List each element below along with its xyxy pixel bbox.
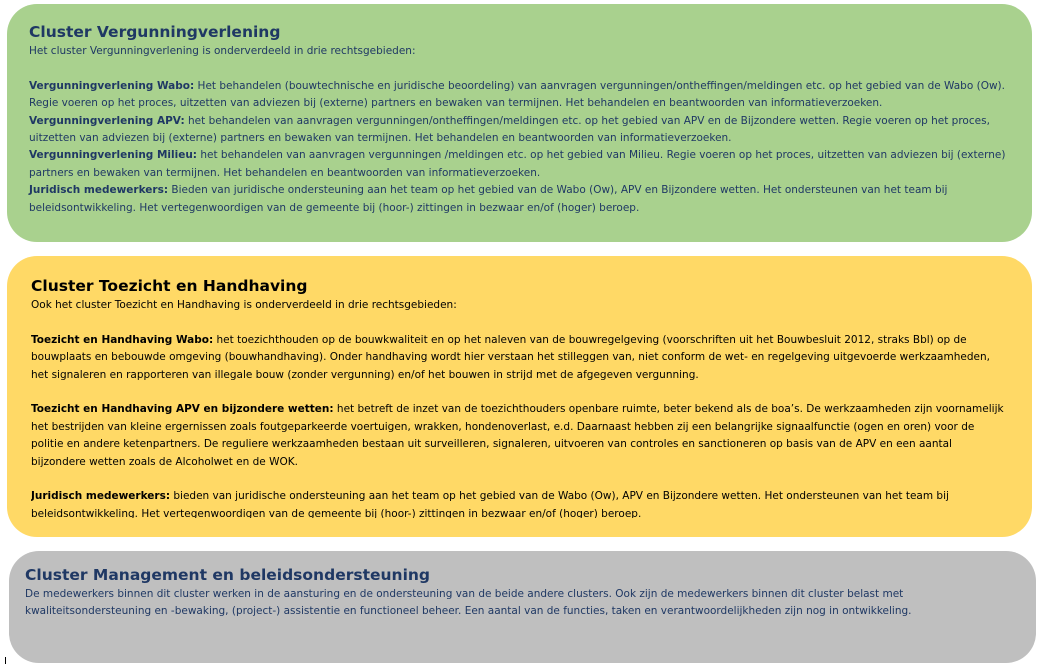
corner-mark [5, 657, 6, 664]
cluster-vergunningverlening-intro: Het cluster Vergunningverlening is onderverdeeld in drie rechtsgebieden: [29, 45, 416, 57]
item-term: Toezicht en Handhaving Wabo: [31, 333, 214, 346]
item-toezicht-wabo [31, 332, 1008, 384]
item-text: Bieden van juridische ondersteuning aan het team op het gebied van de Wabo (Ow), APV en Bijzondere wetten. Het ondersteunen van het team bij beleidsontwikkeling. Het vertegenwoordigen van de gemeente bij (hoor-) zittingen in bezwaar en/of (hoger) beroep. [29, 184, 948, 214]
cluster-management-panel [9, 551, 1036, 663]
spacer [31, 471, 1008, 488]
spacer [31, 314, 1008, 331]
item-text: het betreft de inzet van de toezichthouders openbare ruimte, beter bekend als de boa’s. De werkzaamheden zijn voornamelijk het bestrijden van kleine ergernissen zoals foutgeparkeerde voertuigen, wrakken, hondenoverlast, e.d. Daarnaast hebben zij een belangrijke signaalfunctie (ogen en oren) voor de politie en andere ketenpartners. De reguliere werkzaamheden bestaan uit surveilleren, signaleren, uitvoeren van controles en sanctioneren op basis van de APV en een aantal bijzondere wetten zoals de Alcoholwet en de WOK. [31, 403, 1004, 468]
cluster-management-text: De medewerkers binnen dit cluster werken in de aansturing en de ondersteuning van de beide andere clusters. Ook zijn de medewerkers binnen dit cluster belast met kwaliteitsondersteuning en -bewaking, (project-) assistentie en functioneel beheer. Een aantal van de functies, taken en verantwoordelijkheden zijn nog in ontwikkeling. [25, 588, 912, 618]
spacer [29, 60, 1010, 77]
item-term: Vergunningverlening Milieu: [29, 149, 198, 162]
item-term: Juridisch medewerkers: [31, 490, 171, 503]
item-vergunningverlening-wabo [29, 78, 1010, 113]
cluster-management-title: Cluster Management en beleidsondersteuning [25, 566, 431, 584]
item-text: bieden van juridische ondersteuning aan het team op het gebied van de Wabo (Ow), APV en Bijzondere wetten. Het ondersteunen van het team bij beleidsontwikkeling. Het vertegenwoordigen van de gemeente bij (hoor-) zittingen in bezwaar en/of (hoger) beroep. [31, 490, 949, 518]
item-juridisch-medewerkers [29, 182, 1010, 217]
cluster-toezicht-intro: Ook het cluster Toezicht en Handhaving is onderverdeeld in drie rechtsgebieden: [31, 299, 457, 311]
cluster-vergunningverlening-title: Cluster Vergunningverlening [29, 23, 281, 41]
item-text: het behandelen van aanvragen vergunningen/ontheffingen/meldingen etc. op het gebied van APV en de Bijzondere wetten. Regie voeren op het proces, uitzetten van adviezen bij (externe) partners en bewaken van termijnen. Het behandelen en beantwoorden van informatieverzoeken. [29, 114, 990, 145]
item-text: het behandelen van aanvragen vergunningen /meldingen etc. op het gebied van Milieu. Regie voeren op het proces, uitzetten van adviezen bij (externe) partners en bewaken van termijnen. Het behandelen en beantwoorden van informatieverzoeken. [29, 149, 1006, 179]
cluster-vergunningverlening-panel [7, 4, 1032, 242]
item-term: Juridisch medewerkers: [29, 184, 169, 197]
item-toezicht-apv [31, 401, 1008, 471]
spacer [31, 384, 1008, 401]
item-vergunningverlening-apv [29, 113, 1010, 148]
item-text: Het behandelen (bouwtechnische en juridische beoordeling) van aanvragen vergunningen/ontheffingen/meldingen etc. op het gebied van de Wabo (Ow). Regie voeren op het proces, uitzetten van adviezen bij (externe) partners en bewaken van termijnen. Het behandelen en beantwoorden van informatieverzoeken. [29, 79, 1005, 110]
item-text: het toezichthouden op de bouwkwaliteit en op het naleven van de bouwregelgeving (voorschriften uit het Bouwbesluit 2012, straks Bbl) op de bouwplaats en bebouwde omgeving (bouwhandhaving). Onder handhaving wordt hier verstaan het stilleggen van, niet conform de wet- en regelgeving uitgevoerde werkzaamheden, het signaleren en rapporteren van illegale bouw (zonder vergunning) en/of het bouwen in strijd met de afgegeven vergunning. [31, 333, 990, 381]
cluster-toezicht-content [31, 276, 1008, 518]
item-term: Vergunningverlening APV: [29, 114, 185, 127]
item-vergunningverlening-milieu [29, 147, 1010, 182]
item-term: Vergunningverlening Wabo: [29, 79, 195, 92]
item-term: Toezicht en Handhaving APV en bijzondere wetten: [31, 403, 334, 416]
item-toezicht-juridisch [31, 488, 1008, 518]
cluster-toezicht-handhaving-panel [7, 256, 1032, 537]
cluster-toezicht-title: Cluster Toezicht en Handhaving [31, 277, 308, 295]
